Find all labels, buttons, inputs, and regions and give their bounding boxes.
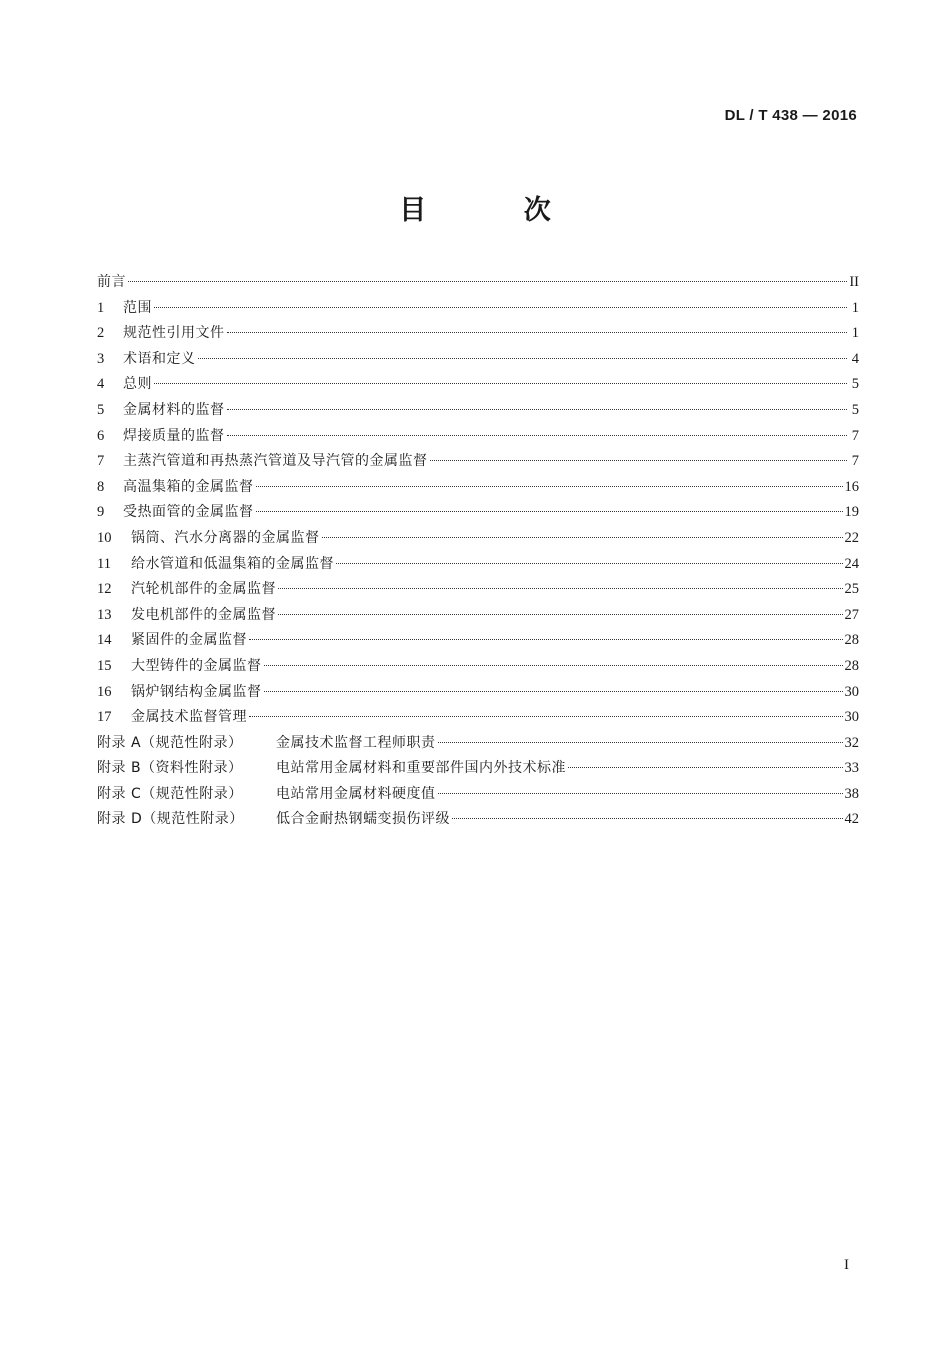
toc-page: 1 [851,325,859,342]
toc-number: 1 [97,299,105,316]
page-number: I [844,1257,849,1273]
appendix-tag: 附录 C（规范性附录） [97,785,243,802]
toc-entry-12[interactable] [97,578,859,604]
toc-label: 电站常用金属材料硬度值 [276,785,436,802]
toc-label: 低合金耐热钢蠕变损伤评级 [276,811,450,828]
toc-page: 30 [844,709,859,726]
toc-label: 汽轮机部件的金属监督 [131,581,276,598]
toc-entry-appendix-a[interactable] [97,732,859,758]
toc-entry-6[interactable] [97,425,859,451]
toc-label: 规范性引用文件 [123,325,225,342]
toc-entry-appendix-b[interactable] [97,757,859,783]
dot-leader [438,742,843,743]
toc-entry-2[interactable] [97,322,859,348]
dot-leader [227,332,848,333]
toc-label: 金属技术监督管理 [131,709,247,726]
dot-leader [249,716,843,717]
toc-label: 焊接质量的监督 [123,427,225,444]
dot-leader [256,511,843,512]
toc-label: 受热面管的金属监督 [123,504,254,521]
toc-number: 7 [97,453,105,470]
toc-label: 总则 [123,376,152,393]
toc-page: 5 [851,401,859,418]
standard-code: DL / T 438 — 2016 [724,107,857,124]
toc-number: 11 [97,555,111,572]
toc-number: 13 [97,606,112,623]
toc-entry-13[interactable] [97,604,859,630]
page-title: 目 次 [399,195,595,226]
toc-label: 锅炉钢结构金属监督 [131,683,262,700]
dot-leader [227,435,848,436]
dot-leader [278,614,843,615]
toc-entry-appendix-c[interactable] [97,783,859,809]
toc-label: 紧固件的金属监督 [131,632,247,649]
toc-number: 3 [97,350,105,367]
toc-page: 27 [844,606,859,623]
appendix-tag: 附录 A（规范性附录） [97,734,243,751]
toc-page: 16 [844,478,859,495]
table-of-contents [97,271,859,834]
toc-page: 25 [844,581,859,598]
dot-leader [249,639,843,640]
dot-leader [438,793,843,794]
dot-leader [227,409,848,410]
toc-entry-4[interactable] [97,373,859,399]
toc-number: 10 [97,529,112,546]
toc-number: 6 [97,427,105,444]
toc-number: 14 [97,632,112,649]
dot-leader [128,281,847,282]
toc-label: 大型铸件的金属监督 [131,657,262,674]
dot-leader [430,460,848,461]
toc-page: 7 [851,453,859,470]
toc-label: 给水管道和低温集箱的金属监督 [131,555,334,572]
toc-page: 22 [844,529,859,546]
dot-leader [452,818,843,819]
toc-page: 24 [844,555,859,572]
toc-entry-3[interactable] [97,348,859,374]
toc-number: 9 [97,504,105,521]
toc-page: 28 [844,657,859,674]
toc-label: 前言 [97,274,126,290]
toc-label: 金属技术监督工程师职责 [276,734,436,751]
appendix-tag: 附录 D（规范性附录） [97,811,244,828]
dot-leader [322,537,843,538]
toc-entry-17[interactable] [97,706,859,732]
dot-leader [256,486,843,487]
toc-number: 5 [97,401,105,418]
appendix-tag: 附录 B（资料性附录） [97,760,243,777]
toc-label: 电站常用金属材料和重要部件国内外技术标准 [276,760,566,777]
dot-leader [336,563,843,564]
toc-page: 19 [844,504,859,521]
toc-entry-1[interactable] [97,297,859,323]
toc-page: 33 [844,760,859,777]
toc-number: 2 [97,325,105,342]
toc-page: 42 [844,811,859,828]
toc-entry-14[interactable] [97,629,859,655]
toc-label: 主蒸汽管道和再热蒸汽管道及导汽管的金属监督 [123,453,428,470]
toc-number: 12 [97,581,112,598]
toc-entry-appendix-d[interactable] [97,808,859,834]
toc-label: 范围 [123,299,152,316]
dot-leader [264,665,843,666]
toc-entry-10[interactable] [97,527,859,553]
toc-label: 锅筒、汽水分离器的金属监督 [131,529,320,546]
toc-number: 17 [97,709,112,726]
toc-entry-7[interactable] [97,450,859,476]
toc-label: 高温集箱的金属监督 [123,478,254,495]
toc-number: 16 [97,683,112,700]
toc-page: 1 [851,299,859,316]
toc-page: 32 [844,734,859,751]
dot-leader [154,383,847,384]
dot-leader [264,691,843,692]
toc-number: 15 [97,657,112,674]
dot-leader [278,588,843,589]
dot-leader [154,307,847,308]
toc-entry-11[interactable] [97,553,859,579]
toc-label: 术语和定义 [123,350,196,367]
toc-page: 38 [844,785,859,802]
toc-page: 28 [844,632,859,649]
toc-page: 7 [851,427,859,444]
toc-entry-9[interactable] [97,501,859,527]
dot-leader [568,767,843,768]
toc-number: 4 [97,376,105,393]
toc-entry-5[interactable] [97,399,859,425]
toc-page: 4 [851,350,859,367]
toc-page: 30 [844,683,859,700]
toc-entry-15[interactable] [97,655,859,681]
toc-entry-16[interactable] [97,681,859,707]
toc-entry-preface[interactable] [97,271,859,297]
toc-label: 金属材料的监督 [123,401,225,418]
toc-number: 8 [97,478,105,495]
toc-entry-8[interactable] [97,476,859,502]
toc-page: 5 [851,376,859,393]
dot-leader [198,358,848,359]
toc-page: II [849,274,859,290]
toc-label: 发电机部件的金属监督 [131,606,276,623]
